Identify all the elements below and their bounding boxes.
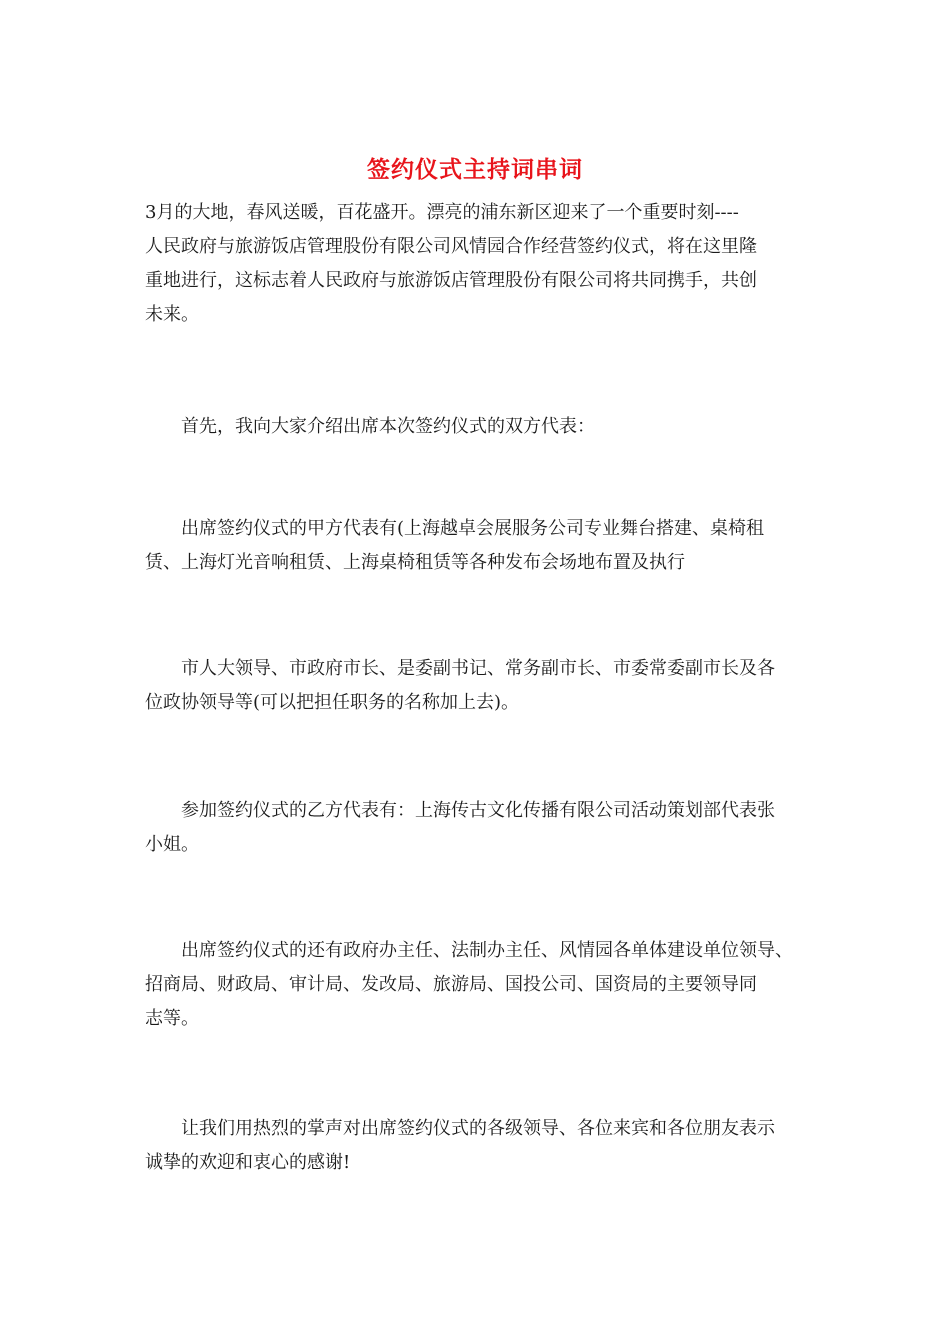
paragraph-line: 出席签约仪式的还有政府办主任、法制办主任、风情园各单体建设单位领导、 — [181, 940, 793, 961]
paragraph-line: 赁、上海灯光音响租赁、上海桌椅租赁等各种发布会场地布置及执行 — [145, 552, 685, 573]
paragraph-line: 小姐。 — [145, 834, 199, 855]
paragraph-line: 3月的大地，春风送暖，百花盛开。漂亮的浦东新区迎来了一个重要时刻---- — [145, 202, 739, 223]
paragraph-party-b — [145, 794, 810, 862]
paragraph-line: 招商局、财政局、审计局、发改局、旅游局、国投公司、国资局的主要领导同 — [145, 974, 757, 995]
paragraph-introduce-representatives — [145, 410, 810, 444]
paragraph-leaders — [145, 652, 810, 720]
paragraph-party-a — [145, 512, 810, 580]
paragraph-intro — [145, 196, 810, 332]
paragraph-line: 让我们用热烈的掌声对出席签约仪式的各级领导、各位来宾和各位朋友表示 — [181, 1118, 775, 1139]
paragraph-other-attendees — [145, 934, 810, 1036]
paragraph-line: 志等。 — [145, 1008, 199, 1029]
paragraph-line: 参加签约仪式的乙方代表有：上海传古文化传播有限公司活动策划部代表张 — [181, 800, 775, 821]
paragraph-line: 诚挚的欢迎和衷心的感谢! — [145, 1152, 351, 1173]
paragraph-line: 首先，我向大家介绍出席本次签约仪式的双方代表： — [181, 416, 595, 437]
paragraph-line: 位政协领导等(可以把担任职务的名称加上去)。 — [145, 692, 520, 713]
paragraph-applause — [145, 1112, 810, 1180]
paragraph-line: 市人大领导、市政府市长、是委副书记、常务副市长、市委常委副市长及各 — [181, 658, 775, 679]
paragraph-line: 未来。 — [145, 304, 199, 325]
paragraph-line: 重地进行，这标志着人民政府与旅游饭店管理股份有限公司将共同携手，共创 — [145, 270, 757, 291]
paragraph-line: 人民政府与旅游饭店管理股份有限公司风情园合作经营签约仪式，将在这里隆 — [145, 236, 757, 257]
document-title: 签约仪式主持词串词 — [367, 156, 583, 183]
paragraph-line: 出席签约仪式的甲方代表有(上海越卓会展服务公司专业舞台搭建、桌椅租 — [181, 518, 765, 539]
